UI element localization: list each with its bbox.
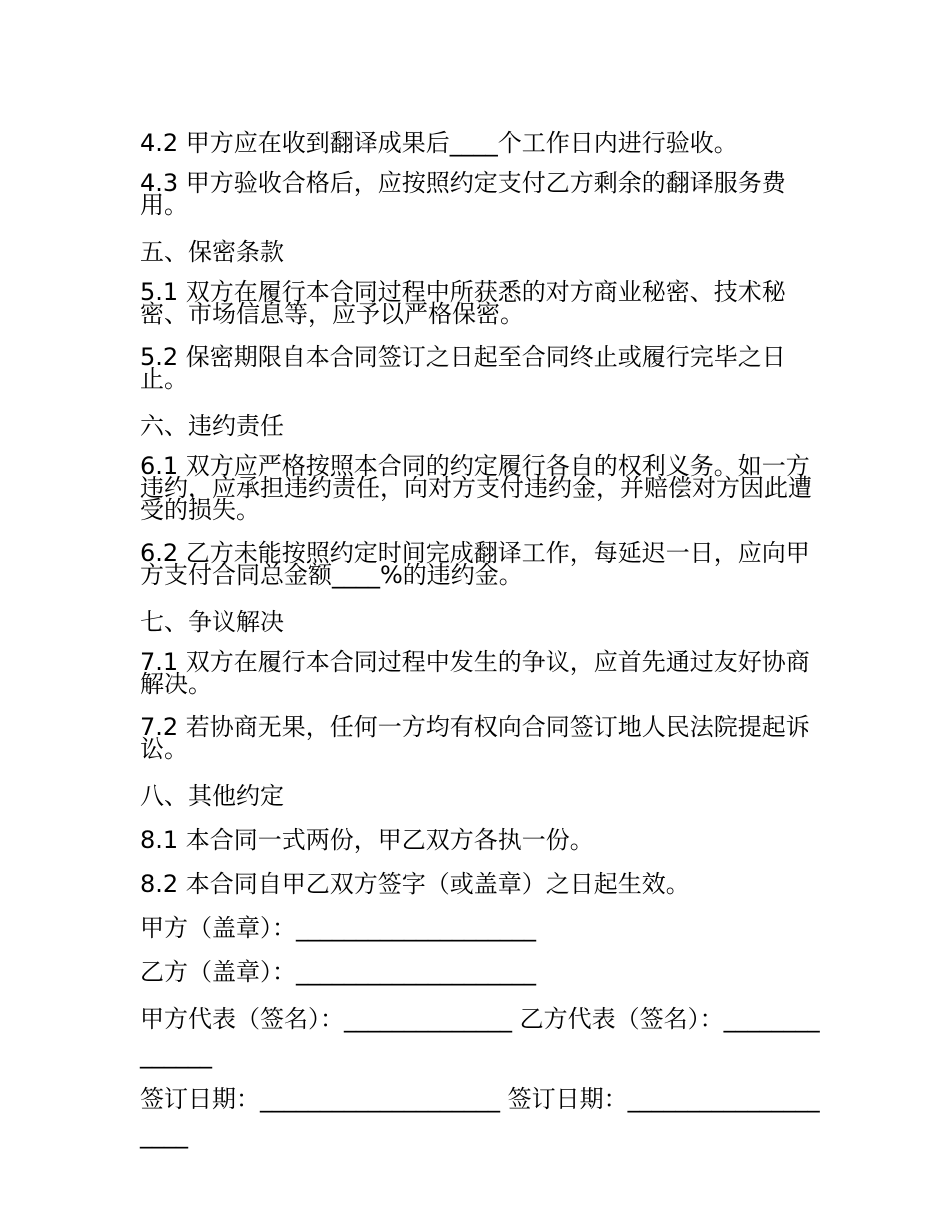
clause-4-2: 4.2 甲方应在收到翻译成果后____个工作日内进行验收。 [140, 129, 738, 157]
section-heading-dispute: 七、争议解决 [140, 608, 284, 636]
clause-8-1: 8.1 本合同一式两份，甲乙双方各执一份。 [140, 826, 594, 854]
clause-5-2: 5.2 保密期限自本合同签订之日起至合同终止或履行完毕之日止。 [140, 343, 786, 393]
clause-4-3: 4.3 甲方验收合格后，应按照约定支付乙方剩余的翻译服务费用。 [140, 169, 786, 219]
party-b-seal-line: 乙方（盖章）：____________________ [140, 958, 536, 986]
section-heading-confidentiality: 五、保密条款 [140, 238, 284, 266]
section-heading-other: 八、其他约定 [140, 782, 284, 810]
clause-6-2: 6.2 乙方未能按照约定时间完成翻译工作，每延迟一日，应向甲方支付合同总金额____%的违约金。 [140, 539, 810, 589]
clause-7-2: 7.2 若协商无果，任何一方均有权向合同签订地人民法院提起诉讼。 [140, 713, 810, 763]
representatives-signature-line: 甲方代表（签名）：______________ 乙方代表（签名）：______________ [140, 1005, 820, 1069]
signing-date-line: 签订日期：____________________ 签订日期：____________________ [140, 1085, 820, 1149]
clause-7-1: 7.1 双方在履行本合同过程中发生的争议，应首先通过友好协商解决。 [140, 648, 810, 698]
clause-6-1: 6.1 双方应严格按照本合同的约定履行各自的权利义务。如一方违约，应承担违约责任，向对方支付违约金，并赔偿对方因此遭受的损失。 [140, 452, 812, 524]
clause-5-1: 5.1 双方在履行本合同过程中所获悉的对方商业秘密、技术秘密、市场信息等，应予以严格保密。 [140, 278, 786, 328]
section-heading-liability: 六、违约责任 [140, 412, 284, 440]
party-a-seal-line: 甲方（盖章）：____________________ [140, 914, 536, 942]
clause-8-2: 8.2 本合同自甲乙双方签字（或盖章）之日起生效。 [140, 870, 690, 898]
contract-page [140, 128, 820, 1161]
